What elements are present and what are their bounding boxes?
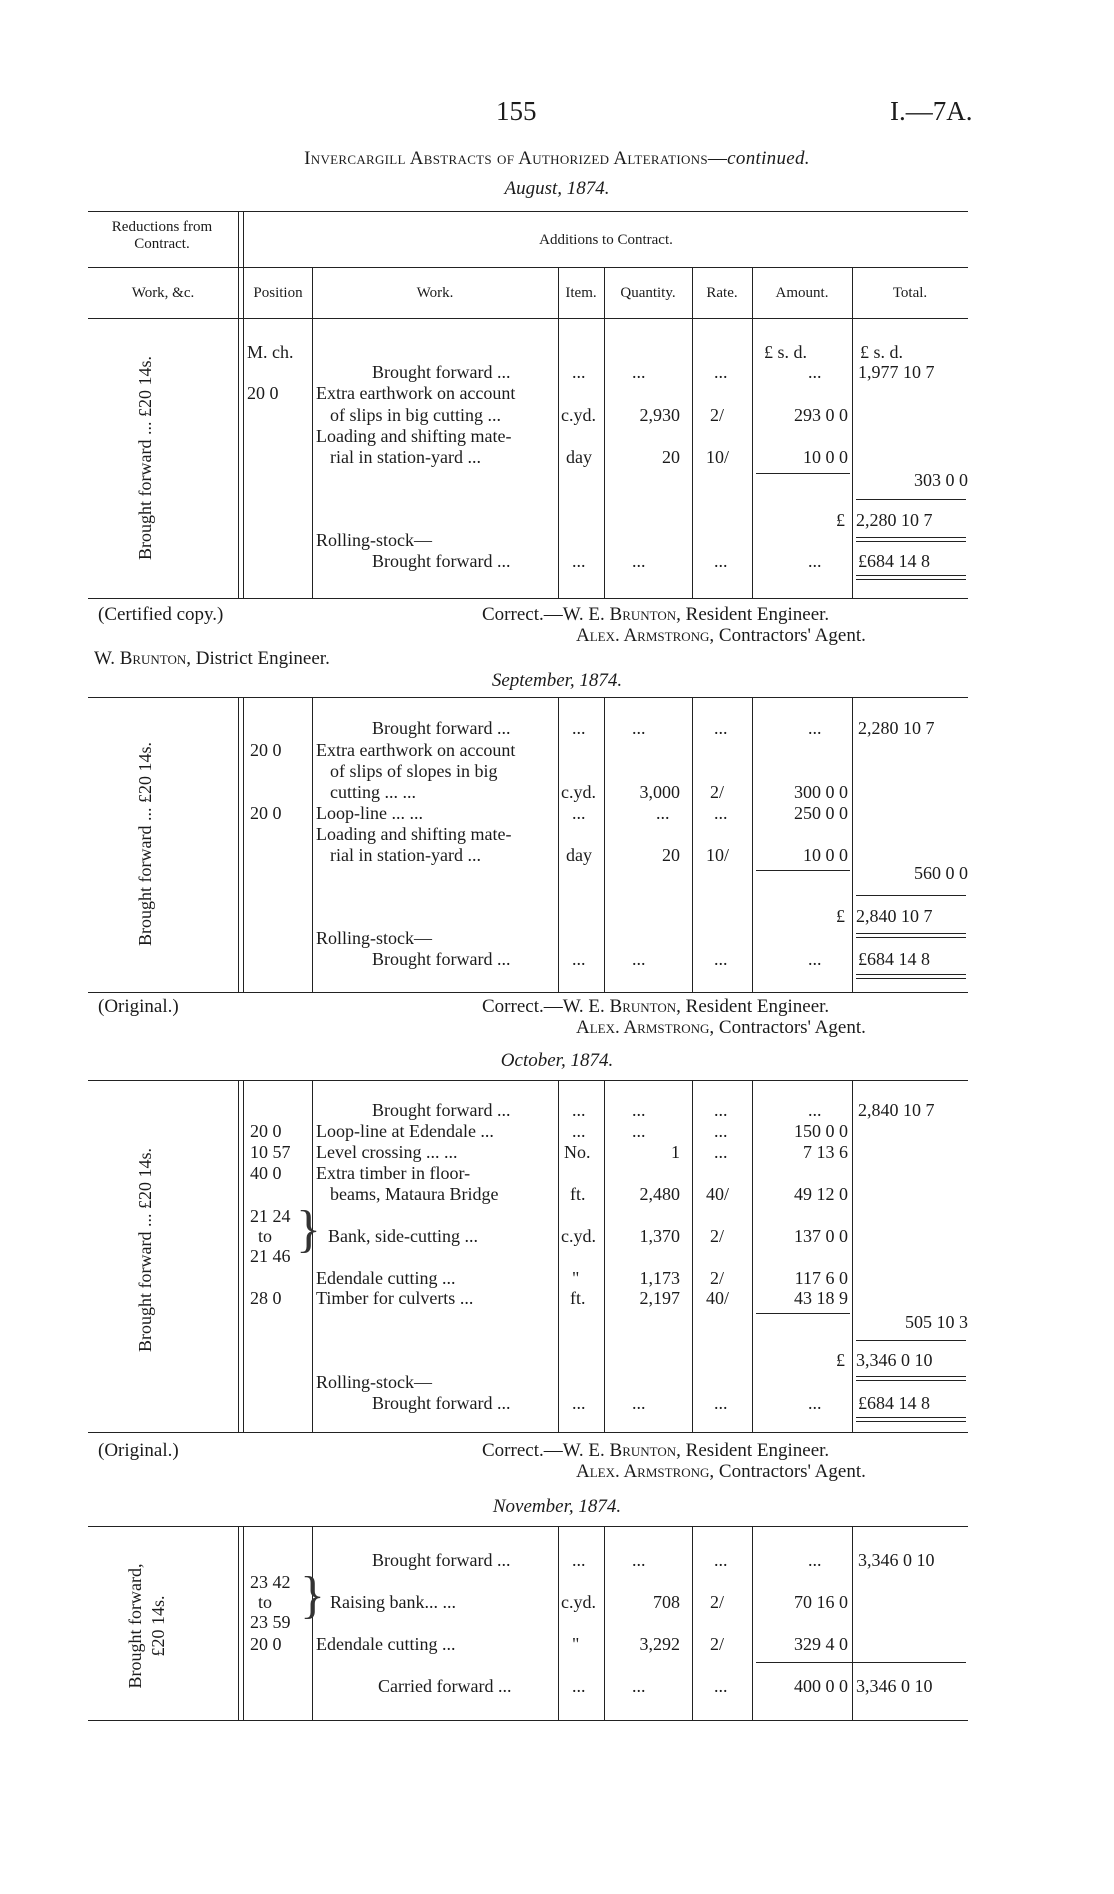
sig-agent: , Contractors' Agent.	[709, 1461, 866, 1482]
position-cell: 20 0	[250, 1634, 282, 1654]
vrule	[238, 211, 239, 598]
item-cell: c.yd.	[561, 405, 596, 425]
item-cell: c.yd.	[561, 1226, 596, 1246]
quantity-cell: 2,480	[639, 1184, 680, 1204]
header-mid-rule	[88, 267, 968, 268]
side-label-october: Brought forward ... £20 14s.	[135, 1148, 155, 1352]
quantity-cell: ...	[632, 1100, 646, 1120]
rate-cell: 40/	[706, 1288, 730, 1308]
vrule	[238, 1526, 239, 1720]
header-position: Position	[253, 285, 303, 301]
quantity-cell: 1,370	[639, 1226, 680, 1246]
position-cell: 40 0	[250, 1163, 282, 1183]
sig-brunton: Brunton	[609, 1440, 677, 1461]
work-cell: Raising bank... ...	[330, 1592, 456, 1612]
quantity-cell: ...	[632, 362, 646, 382]
vrule	[558, 267, 559, 598]
carried-forward-amount: 400 0 0	[794, 1676, 848, 1696]
rate-cell: 10/	[706, 845, 730, 865]
work-cell: Level crossing ... ...	[316, 1142, 458, 1162]
work-cell: cutting ... ...	[330, 782, 416, 802]
signature-line	[482, 1440, 829, 1462]
item-cell: ...	[572, 1100, 586, 1120]
header-reductions: Reductions from Contract.	[111, 219, 213, 252]
quantity-cell: ...	[632, 949, 646, 969]
side-label-november-b: £20 14s.	[148, 1595, 168, 1657]
total-cell: 2,840 10 7	[858, 1100, 935, 1120]
total-cell: £684 14 8	[858, 551, 930, 571]
table-bottom-rule	[88, 992, 968, 993]
vrule	[752, 267, 753, 598]
work-cell: Brought forward ...	[372, 362, 511, 382]
amount-cell: 70 16 0	[794, 1592, 848, 1612]
vrule	[558, 1526, 559, 1720]
brace-icon: }	[300, 1567, 325, 1624]
rate-cell: 2/	[710, 1226, 725, 1246]
vrule	[852, 1080, 853, 1432]
vrule	[852, 697, 853, 992]
quantity-cell: ...	[632, 1550, 646, 1570]
position-cell: 10 57	[250, 1142, 291, 1162]
sum-rule	[856, 541, 966, 542]
sum-rule	[856, 575, 966, 576]
item-cell: ...	[572, 1393, 586, 1413]
item-cell: c.yd.	[561, 782, 596, 802]
month-october: October, 1874.	[500, 1050, 614, 1071]
amount-cell: 43 18 9	[794, 1288, 848, 1308]
work-cell: rial in station-yard ...	[330, 845, 481, 865]
vrule	[243, 697, 244, 992]
quantity-cell: 1,173	[639, 1268, 680, 1288]
item-cell: "	[572, 1268, 580, 1288]
quantity-cell: ...	[632, 551, 646, 571]
sum-rule	[856, 1421, 966, 1422]
subtotal-cell: 303 0 0	[914, 470, 968, 490]
amount-cell: 117 6 0	[794, 1268, 848, 1288]
original-note: (Original.)	[98, 996, 179, 1017]
pound-sign: £	[836, 906, 845, 926]
amount-cell: 293 0 0	[794, 405, 848, 425]
amount-cell: ...	[808, 949, 822, 969]
vrule	[558, 1080, 559, 1432]
item-cell: ...	[572, 551, 586, 571]
sum-rule	[856, 1340, 966, 1341]
position-cell: 21 24	[250, 1206, 291, 1226]
side-label-august: Brought forward ... £20 14s.	[135, 356, 155, 560]
work-cell: Brought forward ...	[372, 1393, 511, 1413]
amount-cell: ...	[808, 551, 822, 571]
sum-rule	[856, 499, 966, 500]
sum-rule	[756, 1313, 850, 1314]
page-code: I.—7A.	[890, 96, 973, 126]
rate-cell: 2/	[710, 405, 725, 425]
rate-cell: ...	[714, 718, 728, 738]
amount-cell: 300 0 0	[794, 782, 848, 802]
work-cell: Timber for culverts ...	[316, 1288, 474, 1308]
sum-rule	[856, 974, 966, 975]
amount-cell: ...	[808, 362, 822, 382]
vrule	[312, 267, 313, 598]
vrule	[238, 1080, 239, 1432]
signature-line	[94, 648, 330, 670]
total-cell: 2,280 10 7	[858, 718, 935, 738]
amount-cell: ...	[808, 718, 822, 738]
rate-cell: ...	[714, 1142, 728, 1162]
sig-armstrong: Alex. Armstrong	[576, 1017, 710, 1038]
work-cell: Extra timber in floor-	[316, 1163, 471, 1183]
carried-forward-label: Carried forward ...	[378, 1676, 512, 1696]
title-continued: continued.	[727, 148, 810, 169]
position-cell: to	[258, 1592, 273, 1612]
vrule	[852, 267, 853, 598]
amount-cell: ...	[808, 1100, 822, 1120]
quantity-cell: 20	[662, 845, 680, 865]
sig-correct: Correct.—W. E.	[482, 604, 610, 625]
sig-w-brunton: W. Brunton	[94, 648, 187, 669]
work-cell: Loading and shifting mate-	[316, 426, 512, 446]
position-cell: 20 0	[250, 1121, 282, 1141]
work-cell: Brought forward ...	[372, 949, 511, 969]
sum-rule	[756, 870, 850, 871]
work-cell: Loop-line ... ...	[316, 803, 423, 823]
vrule	[243, 1080, 244, 1432]
quantity-cell: ...	[632, 1676, 646, 1696]
total-cell: 3,346 0 10	[858, 1550, 935, 1570]
grand-total-cell: 2,840 10 7	[856, 906, 933, 926]
position-cell: 20 0	[247, 383, 279, 403]
quantity-cell: ...	[632, 718, 646, 738]
signature-line	[482, 996, 829, 1018]
original-note: (Original.)	[98, 1440, 179, 1461]
rate-cell: 2/	[710, 782, 725, 802]
work-cell: beams, Mataura Bridge	[330, 1184, 499, 1204]
title-main: Invercargill Abstracts of Authorized Alterations—	[304, 148, 728, 169]
work-cell: Brought forward ...	[372, 551, 511, 571]
vrule	[604, 1080, 605, 1432]
header-bottom-rule	[88, 318, 968, 319]
rate-cell: ...	[714, 1550, 728, 1570]
work-cell: Loading and shifting mate-	[316, 824, 512, 844]
item-cell: c.yd.	[561, 1592, 596, 1612]
sig-agent: , Contractors' Agent.	[709, 625, 866, 646]
august-bottom-rule	[88, 598, 968, 599]
rate-cell: ...	[714, 803, 728, 823]
quantity-cell: 708	[653, 1592, 680, 1612]
amount-cell: 250 0 0	[794, 803, 848, 823]
sum-rule	[856, 537, 966, 538]
sig-brunton: Brunton	[609, 996, 677, 1017]
position-cell: 28 0	[250, 1288, 282, 1308]
work-cell: Edendale cutting ...	[316, 1634, 456, 1654]
signature-line	[482, 604, 829, 626]
position-cell: to	[258, 1226, 273, 1246]
vrule	[604, 1526, 605, 1720]
amount-unit: £ s. d.	[764, 342, 808, 362]
rate-cell: 2/	[710, 1592, 725, 1612]
sig-brunton: Brunton	[609, 604, 677, 625]
quantity-cell: ...	[632, 1121, 646, 1141]
item-cell: ...	[572, 1550, 586, 1570]
item-cell: ft.	[570, 1184, 586, 1204]
quantity-cell: 20	[662, 447, 680, 467]
table-top-rule	[88, 1080, 968, 1081]
sum-rule	[856, 933, 966, 934]
work-cell: Brought forward ...	[372, 1550, 511, 1570]
vrule	[692, 697, 693, 992]
sum-rule	[856, 895, 966, 896]
pound-sign: £	[836, 1350, 845, 1370]
table-top-rule	[88, 1526, 968, 1527]
sig-district: , District Engineer.	[186, 648, 330, 669]
header-work-amp: Work, &c.	[131, 285, 195, 301]
header-quantity: Quantity.	[620, 285, 676, 301]
rate-cell: ...	[714, 1393, 728, 1413]
sum-rule	[856, 1380, 966, 1381]
rate-cell: ...	[714, 362, 728, 382]
amount-cell: 10 0 0	[803, 845, 848, 865]
rate-cell: ...	[714, 551, 728, 571]
sig-correct: Correct.—W. E.	[482, 996, 610, 1017]
sig-resident: , Resident Engineer.	[676, 1440, 830, 1461]
position-cell: 23 59	[250, 1612, 291, 1632]
rolling-stock-label: Rolling-stock—	[316, 530, 432, 550]
page-number: 155	[496, 96, 537, 126]
rate-cell: ...	[714, 1676, 728, 1696]
rate-cell: 40/	[706, 1184, 730, 1204]
sig-resident: , Resident Engineer.	[676, 604, 830, 625]
work-cell: of slips in big cutting ...	[330, 405, 501, 425]
sum-rule	[856, 1376, 966, 1377]
amount-cell: ...	[808, 1393, 822, 1413]
vrule	[558, 697, 559, 992]
sum-rule	[756, 473, 850, 474]
item-cell: ...	[572, 1676, 586, 1696]
vrule	[692, 1526, 693, 1720]
page-title	[0, 148, 1114, 170]
item-cell: ...	[572, 362, 586, 382]
amount-cell: 7 13 6	[803, 1142, 848, 1162]
sig-armstrong: Alex. Armstrong	[576, 1461, 710, 1482]
position-unit: M. ch.	[247, 342, 294, 362]
position-cell: 20 0	[250, 740, 282, 760]
item-cell: ...	[572, 949, 586, 969]
quantity-cell: ...	[632, 1393, 646, 1413]
header-additions: Additions to Contract.	[539, 232, 673, 248]
work-cell: Brought forward ...	[372, 1100, 511, 1120]
vrule	[312, 697, 313, 992]
side-label-november-a: Brought forward,	[125, 1563, 145, 1689]
work-cell: rial in station-yard ...	[330, 447, 481, 467]
quantity-cell: 2,197	[639, 1288, 680, 1308]
vrule	[692, 1080, 693, 1432]
quantity-cell: 3,000	[639, 782, 680, 802]
month-august: August, 1874.	[504, 178, 610, 199]
total-unit: £ s. d.	[860, 342, 904, 362]
item-cell: ft.	[570, 1288, 586, 1308]
amount-cell: 10 0 0	[803, 447, 848, 467]
work-cell: Extra earthwork on account	[316, 740, 516, 760]
rate-cell: ...	[714, 1121, 728, 1141]
vrule	[852, 1526, 853, 1720]
item-cell: day	[566, 447, 592, 467]
position-cell: 21 46	[250, 1246, 291, 1266]
vrule	[238, 697, 239, 992]
quantity-cell: 1	[671, 1142, 680, 1162]
certified-copy: (Certified copy.)	[98, 604, 224, 625]
item-cell: No.	[564, 1142, 591, 1162]
quantity-cell: 3,292	[639, 1634, 680, 1654]
item-cell: ...	[572, 718, 586, 738]
grand-total-cell: 3,346 0 10	[856, 1350, 933, 1370]
signature-line	[576, 1461, 866, 1483]
vrule	[243, 1526, 244, 1720]
item-cell: "	[572, 1634, 580, 1654]
grand-total-cell: 2,280 10 7	[856, 510, 933, 530]
header-total: Total.	[892, 285, 928, 301]
amount-cell: ...	[808, 1550, 822, 1570]
amount-cell: 150 0 0	[794, 1121, 848, 1141]
total-cell: £684 14 8	[858, 949, 930, 969]
header-item: Item.	[565, 285, 597, 301]
pound-sign: £	[836, 510, 845, 530]
sig-resident: , Resident Engineer.	[676, 996, 830, 1017]
vrule	[692, 267, 693, 598]
rate-cell: 2/	[710, 1268, 725, 1288]
item-cell: ...	[572, 803, 586, 823]
position-cell: 20 0	[250, 803, 282, 823]
table-top-rule	[88, 211, 968, 212]
position-cell: 23 42	[250, 1572, 291, 1592]
quantity-cell: ...	[656, 803, 670, 823]
carried-forward-total: 3,346 0 10	[856, 1676, 933, 1696]
work-cell: Bank, side-cutting ...	[328, 1226, 478, 1246]
work-cell: Extra earthwork on account	[316, 383, 516, 403]
sum-rule	[756, 1662, 966, 1663]
header-rate: Rate.	[706, 285, 738, 301]
quantity-cell: 2,930	[639, 405, 680, 425]
table-bottom-rule	[88, 1432, 968, 1433]
item-cell: ...	[572, 1121, 586, 1141]
sum-rule	[856, 1417, 966, 1418]
sig-armstrong: Alex. Armstrong	[576, 625, 710, 646]
work-cell: Edendale cutting ...	[316, 1268, 456, 1288]
amount-cell: 329 4 0	[794, 1634, 848, 1654]
rate-cell: ...	[714, 949, 728, 969]
rate-cell: 2/	[710, 1634, 725, 1654]
sum-rule	[856, 579, 966, 580]
rate-cell: 10/	[706, 447, 730, 467]
signature-line	[576, 625, 866, 647]
sig-agent: , Contractors' Agent.	[709, 1017, 866, 1038]
amount-cell: 137 0 0	[794, 1226, 848, 1246]
amount-cell: 49 12 0	[794, 1184, 848, 1204]
sum-rule	[856, 937, 966, 938]
item-cell: day	[566, 845, 592, 865]
rolling-stock-label: Rolling-stock—	[316, 928, 432, 948]
rate-cell: ...	[714, 1100, 728, 1120]
sig-correct: Correct.—W. E.	[482, 1440, 610, 1461]
rolling-stock-label: Rolling-stock—	[316, 1372, 432, 1392]
header-work: Work.	[416, 285, 454, 301]
brace-icon: }	[296, 1201, 321, 1258]
subtotal-cell: 505 10 3	[905, 1312, 968, 1332]
month-september: September, 1874.	[491, 670, 623, 691]
sum-rule	[856, 978, 966, 979]
month-november: November, 1874.	[492, 1496, 622, 1517]
side-label-september: Brought forward ... £20 14s.	[135, 742, 155, 946]
vrule	[604, 267, 605, 598]
vrule	[243, 211, 244, 598]
signature-line	[576, 1017, 866, 1039]
table-bottom-rule	[88, 1720, 968, 1721]
work-cell: Brought forward ...	[372, 718, 511, 738]
table-top-rule	[88, 697, 968, 698]
subtotal-cell: 560 0 0	[914, 863, 968, 883]
work-cell: of slips of slopes in big	[330, 761, 498, 781]
work-cell: Loop-line at Edendale ...	[316, 1121, 494, 1141]
total-cell: £684 14 8	[858, 1393, 930, 1413]
total-cell: 1,977 10 7	[858, 362, 935, 382]
header-amount: Amount.	[775, 285, 829, 301]
